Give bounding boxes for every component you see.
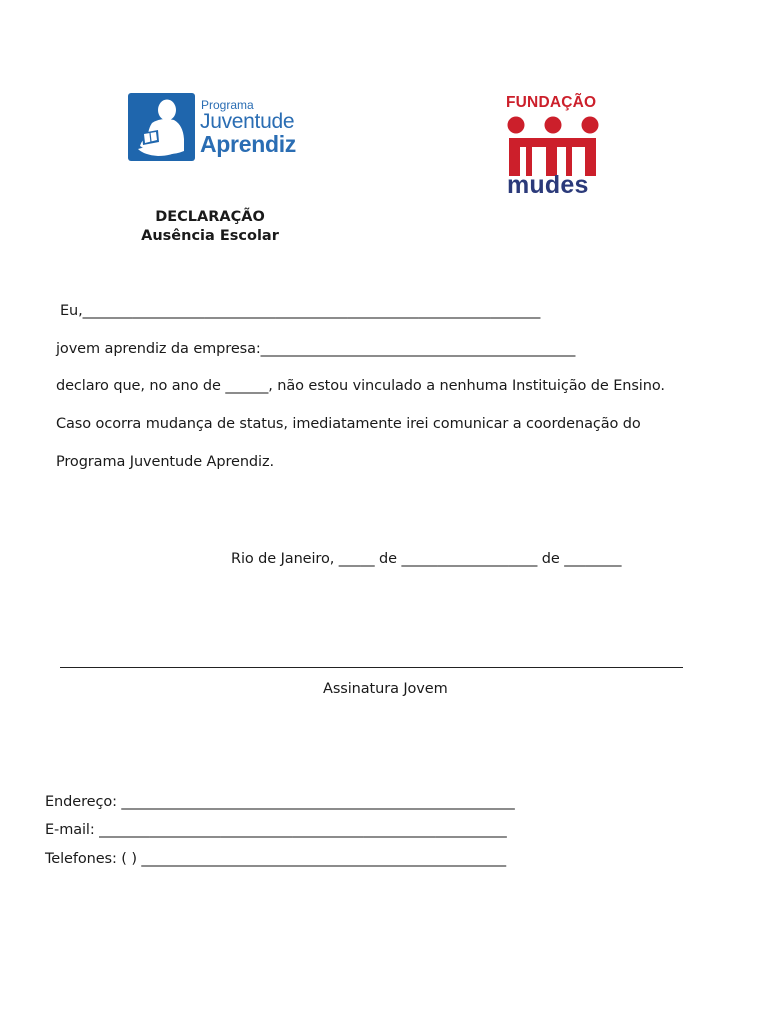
declaration-line: declaro que, no ano de ______, não estou vinculado a nenhuma Instituição de Ensino. xyxy=(56,378,665,394)
document-subtitle: Ausência Escolar xyxy=(141,228,279,244)
logo-juventude-text: Juventude xyxy=(200,110,295,133)
fundacao-mudes-logo xyxy=(504,94,604,204)
signature-label: Assinatura Jovem xyxy=(323,681,448,697)
logo-aprendiz-text: Aprendiz xyxy=(200,131,296,157)
name-line: Eu,________________________________________________________________ xyxy=(60,303,541,319)
mudes-name-text: mudes xyxy=(507,171,589,199)
address-line: Endereço: _______________________________________________________ xyxy=(45,794,515,810)
phones-line: Telefones: ( ) ___________________________________________________ xyxy=(45,851,507,867)
juventude-aprendiz-logo xyxy=(128,92,298,164)
document-title-block xyxy=(130,208,290,246)
place-date-line: Rio de Janeiro, _____ de ___________________ de ________ xyxy=(231,551,622,567)
mudes-fundacao-text: FUNDAÇÃO xyxy=(506,94,597,111)
company-line: jovem aprendiz da empresa:____________________________________________ xyxy=(56,341,576,357)
signature-line xyxy=(60,667,683,668)
program-line: Programa Juventude Aprendiz. xyxy=(56,454,274,470)
status-change-line: Caso ocorra mudança de status, imediatamente irei comunicar a coordenação do xyxy=(56,416,641,432)
document-title: DECLARAÇÃO xyxy=(155,209,265,225)
logo-program-label: Programa xyxy=(201,98,254,112)
email-line: E-mail: _________________________________________________________ xyxy=(45,822,507,838)
reading-figure-icon xyxy=(128,93,195,161)
